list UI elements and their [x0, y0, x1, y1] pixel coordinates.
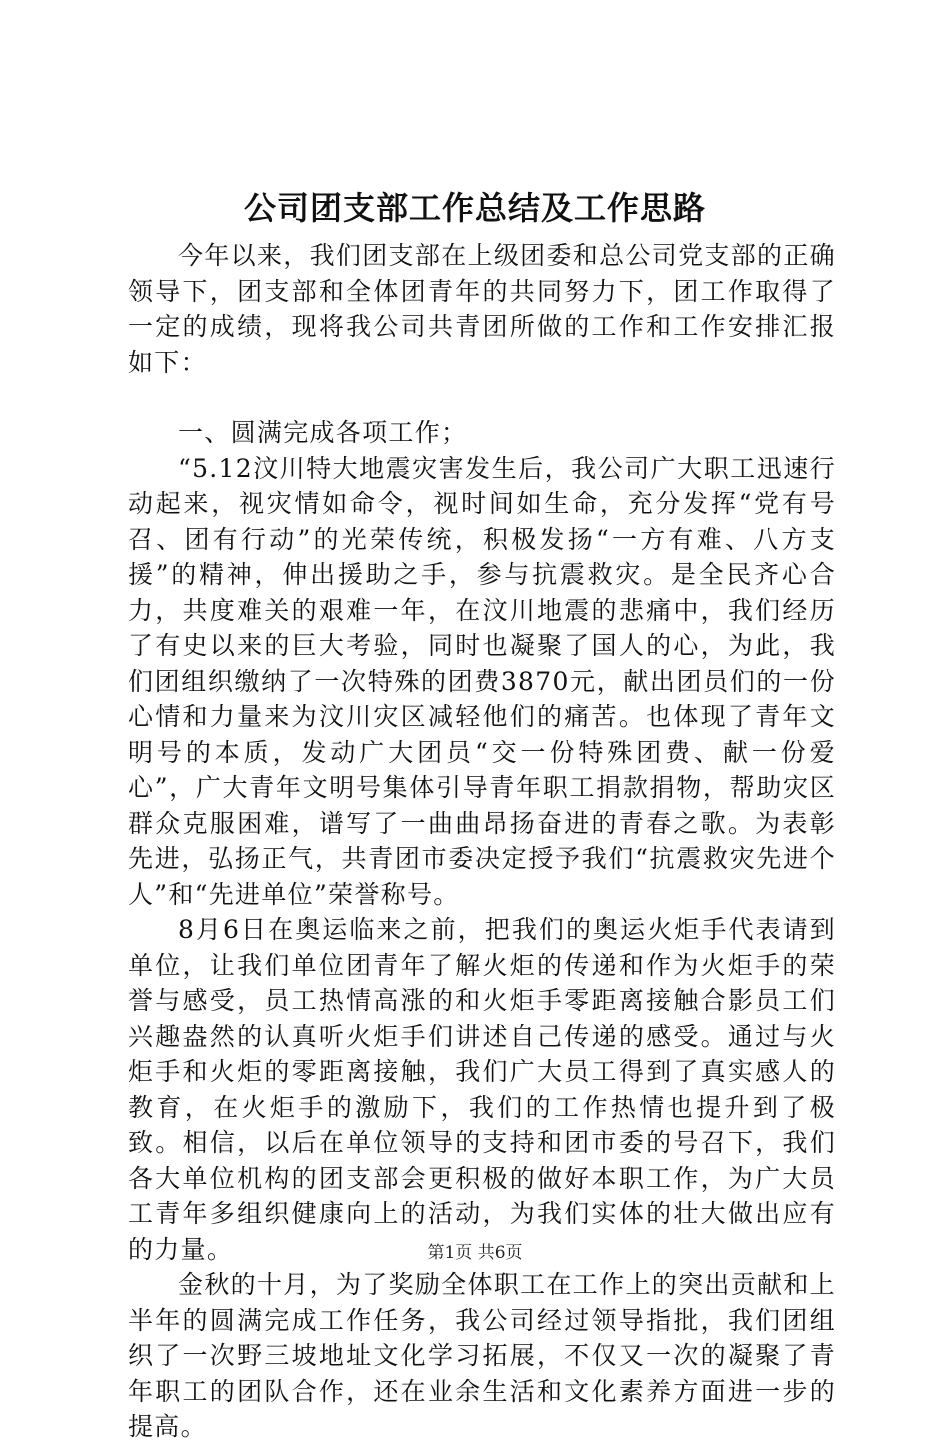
page-number-footer: 第1页 共6页 — [427, 1243, 523, 1263]
paragraph-earthquake-relief: “5.12汶川特大地震灾害发生后，我公司广大职工迅速行动起来，视灾情如命令，视时间如生命，充分发挥“党有号召、团有行动”的光荣传统，积极发扬“一方有难、八方支援”的精神，伸出援助之手，参与抗震救灾。是全民齐心合力，共度难关的艰难一年，在汶川地震的悲痛中，我们经历了有史以来的巨大考验，同时也凝聚了国人的心，为此，我们团组织缴纳了一次特殊的团费3870元，献出团员们的一份心情和力量来为汶川灾区减轻他们的痛苦。也体现了青年文明号的本质，发动广大团员“交一份特殊团费、献一份爱心”，广大青年文明号集体引导青年职工捐款捐物，帮助灾区群众克服困难，谱写了一曲曲昂扬奋进的青春之歌。为表彰先进，弘扬正气，共青团市委决定授予我们“抗震救灾先进个人”和“先进单位”荣誉称号。 — [128, 453, 836, 909]
section-heading: 一、圆满完成各项工作； — [178, 418, 468, 447]
paragraph-team-outing: 金秋的十月，为了奖励全体职工在工作上的突出贡献和上半年的圆满完成工作任务，我公司经过领导指批，我们团组织了一次野三坡地址文化学习拓展，不仅又一次的凝聚了青年职工的团队合作，还在业余生活和文化素养方面进一步的提高。 — [128, 1270, 836, 1441]
document-title: 公司团支部工作总结及工作思路 — [243, 189, 706, 227]
paragraph-olympic-torch: 8月6日在奥运临来之前，把我们的奥运火炬手代表请到单位，让我们单位团青年了解火炬的传递和作为火炬手的荣誉与感受，员工热情高涨的和火炬手零距离接触合影员工们兴趣盎然的认真听火炬手们讲述自己传递的感受。通过与火炬手和火炬的零距离接触，我们广大员工得到了真实感人的教育，在火炬手的激励下，我们的工作热情也提升到了极致。相信，以后在单位领导的支持和团市委的号召下，我们各大单位机构的团支部会更积极的做好本职工作，为广大员工青年多组织健康向上的活动，为我们实体的壮大做出应有的力量。 — [128, 915, 836, 1264]
intro-paragraph: 今年以来，我们团支部在上级团委和总公司党支部的正确领导下，团支部和全体团青年的共同努力下，团工作取得了一定的成绩，现将我公司共青团所做的工作和工作安排汇报如下： — [128, 241, 836, 377]
paragraph-spacer — [128, 380, 836, 415]
